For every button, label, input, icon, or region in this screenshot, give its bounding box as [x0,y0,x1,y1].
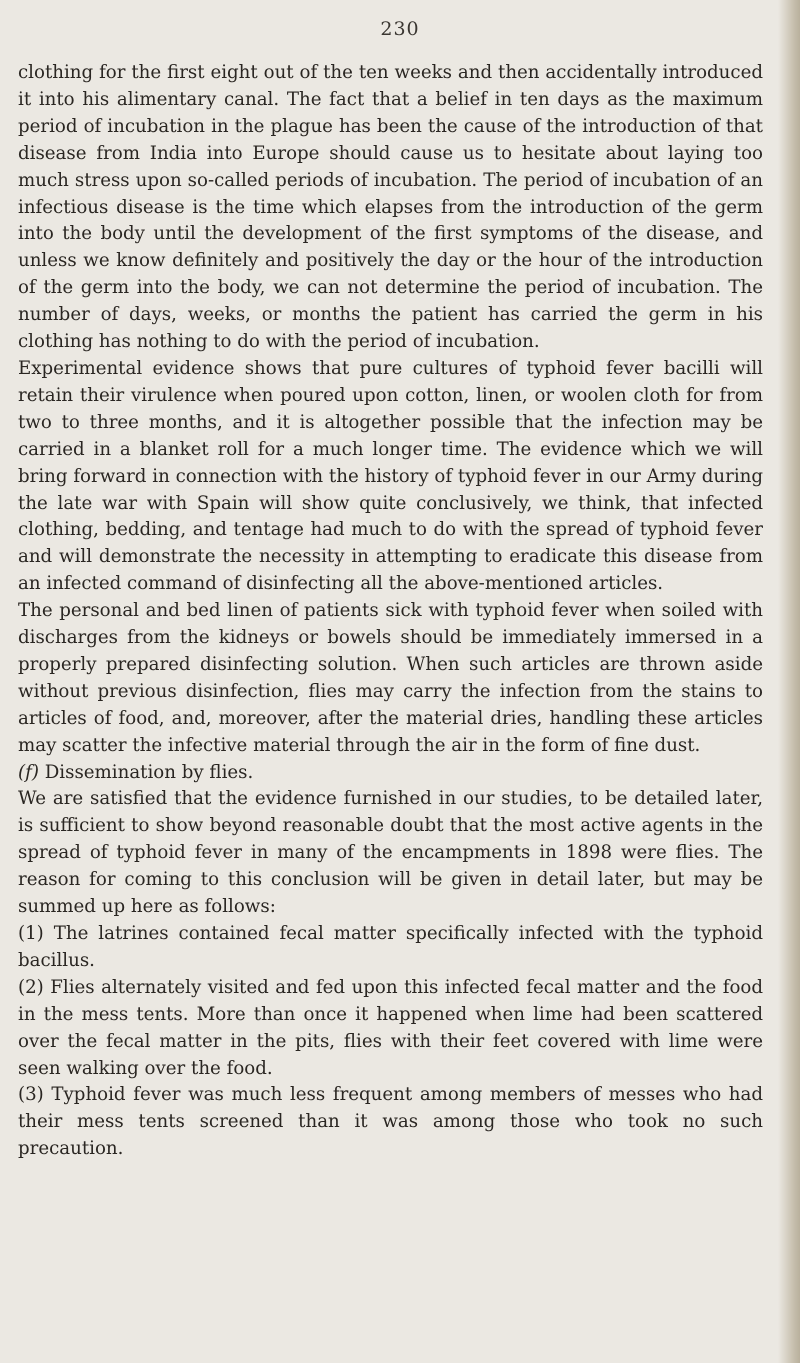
page-edge-shadow [778,0,800,1363]
body-text [18,60,763,1163]
list-item-flies-fed: (2) Flies alternately visited and fed upon this infected fecal matter and the food in the mess tents. More than once it happened when lime had been scattered over the fecal matter in the pits, flies with their feet covered with lime were seen walking over the food. [18,976,763,1079]
list-item-screened-tents: (3) Typhoid fever was much less frequent among members of messes who had their mess tents screened than it was among those who took no such precaution. [18,1084,763,1160]
section-marker: (f) [18,761,39,783]
page-number: 230 [380,18,420,40]
section-heading [18,760,763,787]
paragraph-bed-linen: The personal and bed linen of patients sick with typhoid fever when soiled with discharges from the kidneys or bowels should be immediately immersed in a properly prepared disinfecting solution. When such articles are thrown aside without previous disinfection, flies may carry the infection from the stains to articles of food, and, moreover, after the material dries, handling these articles may scatter the infective material through the air in the form of fine dust. [18,600,763,756]
paragraph-incubation: clothing for the first eight out of the ten weeks and then accidentally introduced it into his alimentary canal. The fact that a belief in ten days as the maximum period of incubation in the plague has been the cause of the introduction of that disease from India into Europe should cause us to hesitate about laying too much stress upon so-called periods of incubation. The period of incubation of an infectious disease is the time which elapses from the introduction of the germ into the body until the development of the first symptoms of the disease, and unless we know definitely and positively the day or the hour of the introduction of the germ into the body, we can not determine the period of incubation. The number of days, weeks, or months the patient has carried the germ in his clothing has nothing to do with the period of incubation. [18,62,763,353]
paragraph-flies-evidence: We are satisfied that the evidence furnished in our studies, to be detailed later, is sufficient to show beyond reasonable doubt that the most active agents in the spread of typhoid fever in many of the encampments in 1898 were flies. The reason for coming to this conclusion will be given in detail later, but may be summed up here as follows: [18,788,763,918]
list-item-latrines: (1) The latrines contained fecal matter specifically infected with the typhoid bacillus. [18,923,763,971]
section-title: Dissemination by flies. [38,761,254,783]
paragraph-experimental-evidence: Experimental evidence shows that pure cultures of typhoid fever bacilli will retain their virulence when poured upon cotton, linen, or woolen cloth for from two to three months, and it is altogether possible that the infection may be carried in a blanket roll for a much longer time. The evidence which we will bring forward in connection with the history of typhoid fever in our Army during the late war with Spain will show quite conclusively, we think, that infected clothing, bedding, and tentage had much to do with the spread of typhoid fever and will demonstrate the necessity in attempting to eradicate this disease from an infected command of disinfecting all the above-mentioned articles. [18,357,763,595]
